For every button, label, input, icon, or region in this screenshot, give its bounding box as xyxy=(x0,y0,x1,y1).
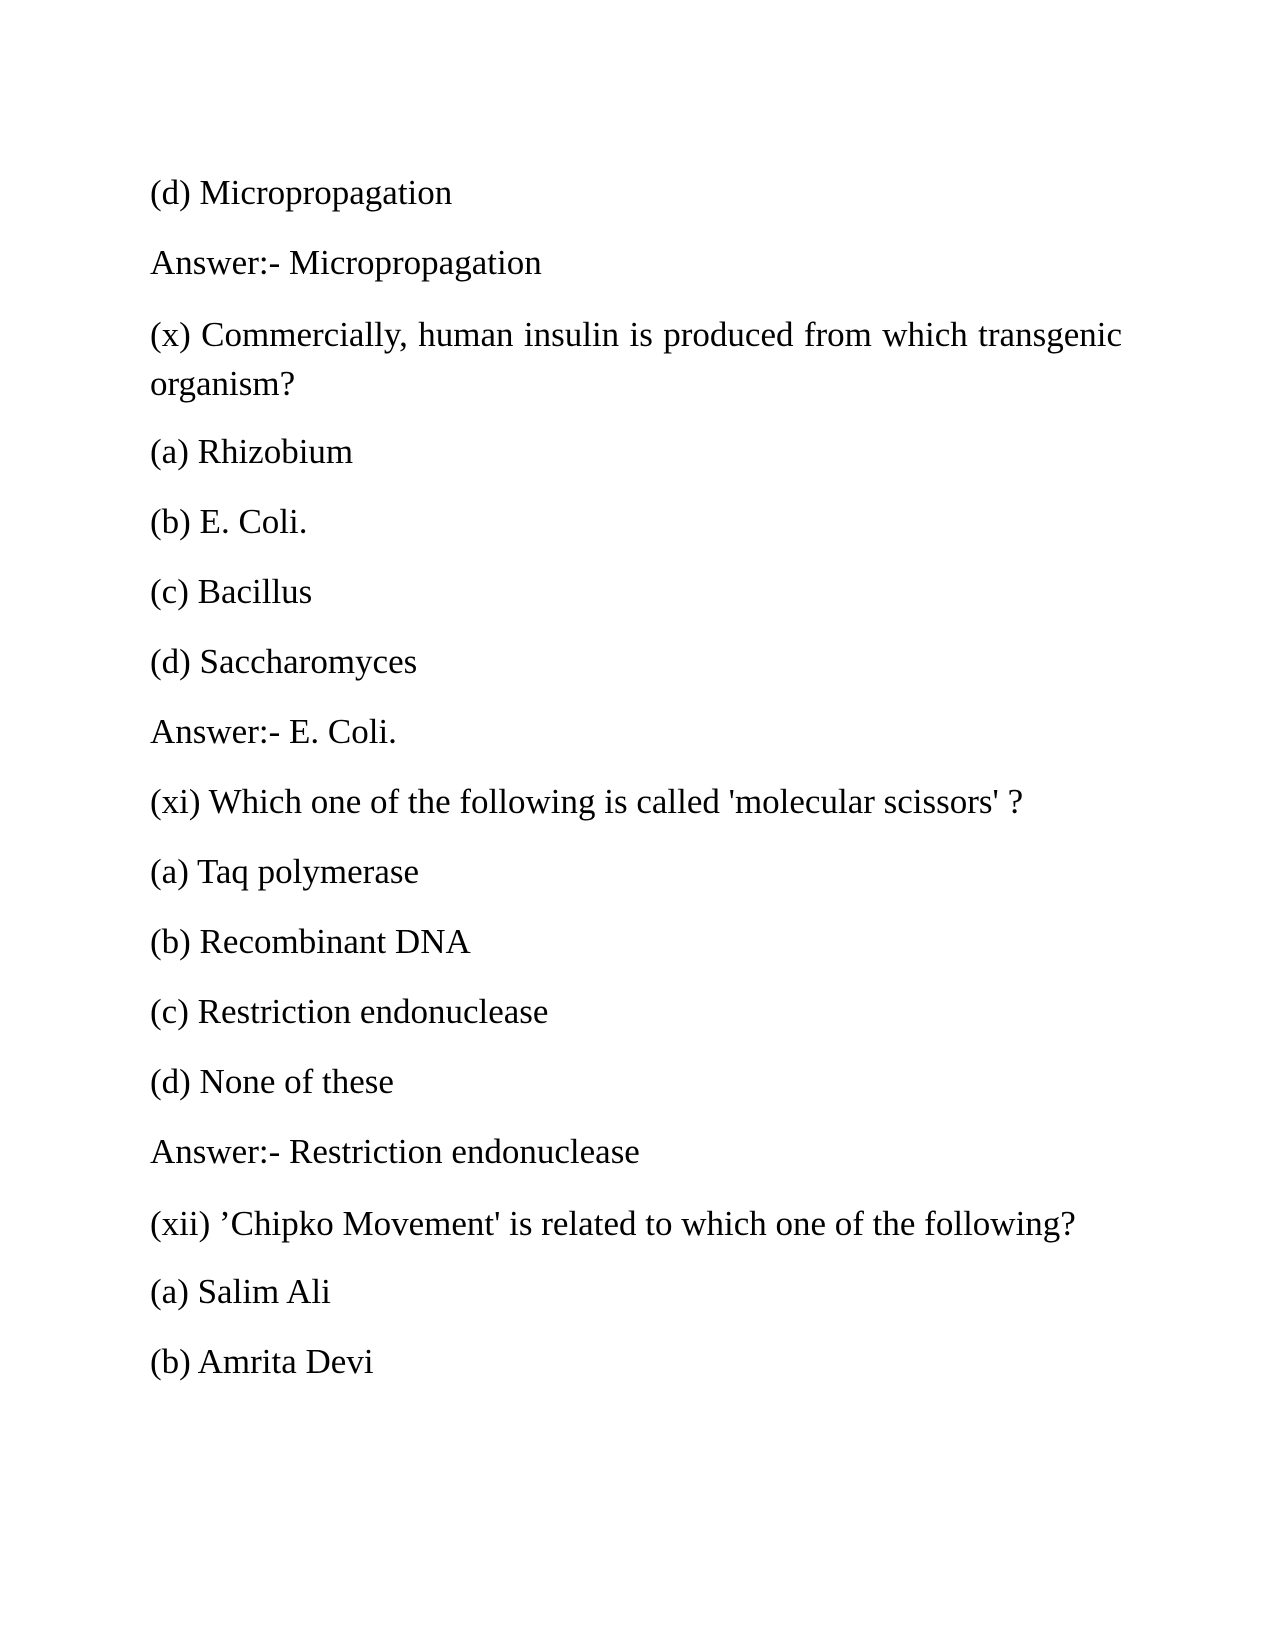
option-d-micropropagation: (d) Micropropagation xyxy=(150,173,453,212)
option-c-restriction-endonuclease: (c) Restriction endonuclease xyxy=(150,992,549,1031)
option-d-none-of-these: (d) None of these xyxy=(150,1062,394,1101)
question-xii: (xii) ’Chipko Movement' is related to which one of the following? xyxy=(150,1204,1076,1243)
question-x: (x) Commercially, human insulin is produced from which transgenic organism? xyxy=(150,315,1122,403)
answer-xi: Answer:- Restriction endonuclease xyxy=(150,1132,640,1171)
answer-x: Answer:- E. Coli. xyxy=(150,712,397,751)
document-page xyxy=(150,170,1122,1409)
answer-ix: Answer:- Micropropagation xyxy=(150,243,542,282)
option-c-bacillus: (c) Bacillus xyxy=(150,572,313,611)
option-a-salim-ali: (a) Salim Ali xyxy=(150,1272,331,1311)
option-d-saccharomyces: (d) Saccharomyces xyxy=(150,642,418,681)
option-b-amrita-devi: (b) Amrita Devi xyxy=(150,1342,374,1381)
option-b-recombinant-dna: (b) Recombinant DNA xyxy=(150,922,471,961)
option-a-rhizobium: (a) Rhizobium xyxy=(150,432,354,471)
option-a-taq-polymerase: (a) Taq polymerase xyxy=(150,852,420,891)
option-b-ecoli: (b) E. Coli. xyxy=(150,502,308,541)
question-xi: (xi) Which one of the following is called 'molecular scissors' ? xyxy=(150,782,1024,821)
